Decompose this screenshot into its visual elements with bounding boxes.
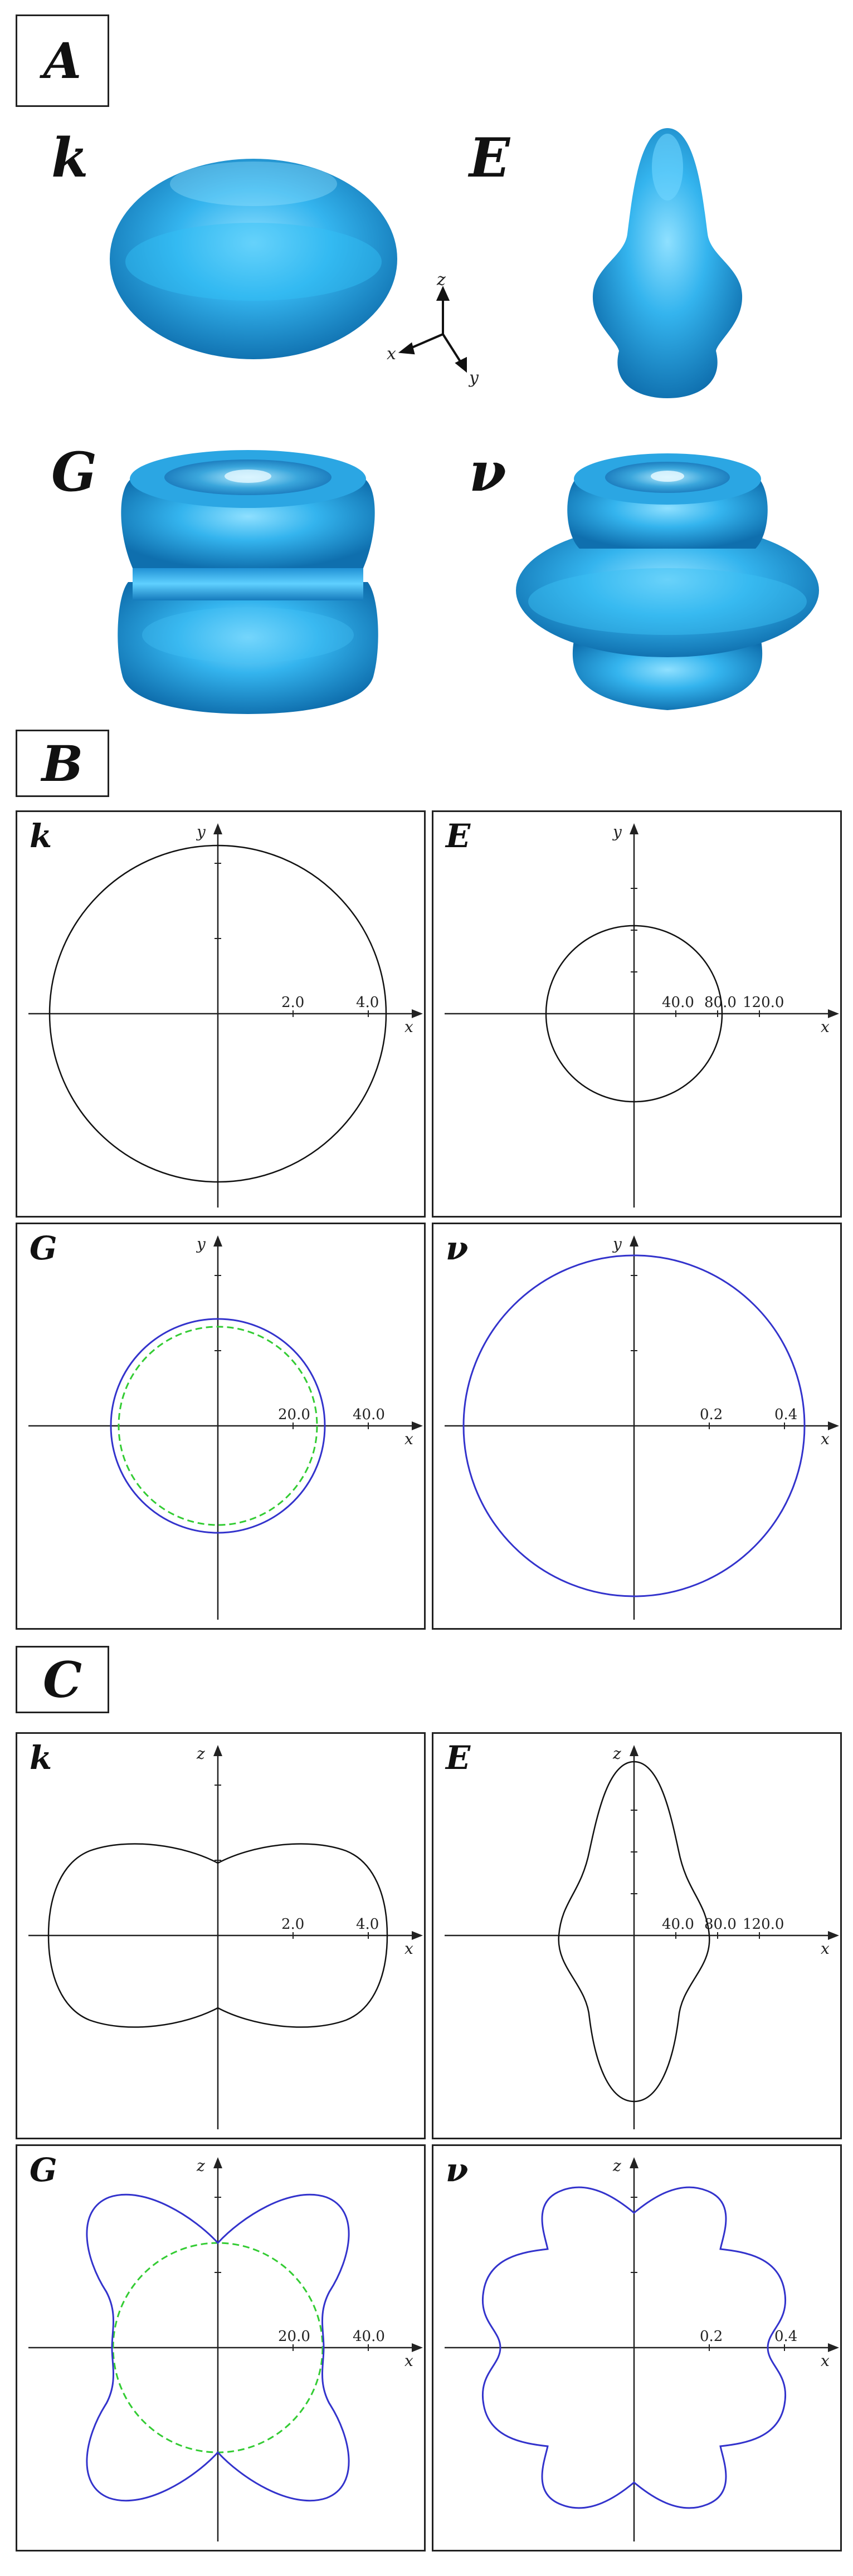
panel-b-g-plot — [17, 1224, 424, 1628]
panel-b-e-tick-0: 40.0 — [662, 994, 694, 1011]
axes-3d-triad — [401, 289, 466, 370]
panel-c-g-label: G — [30, 2151, 57, 2189]
label-poisson-ratio-3d: ν — [469, 441, 506, 504]
panel-b-e-tick-1: 80.0 — [704, 994, 737, 1011]
panel-b-nu-yaxis: y — [613, 1235, 622, 1253]
panel-b-g-label: G — [30, 1229, 57, 1267]
panel-b-e-tick-2: 120.0 — [743, 994, 784, 1011]
panel-c-g — [16, 2144, 426, 2551]
panel-b-nu-label: ν — [446, 1229, 469, 1267]
panel-c-g-plot — [17, 2146, 424, 2550]
panel-c-nu — [432, 2144, 842, 2551]
axis-3d-z-label: z — [437, 270, 446, 290]
panel-c-k-plot — [17, 1734, 424, 2138]
panel-c-nu-tick-1: 0.4 — [774, 2328, 798, 2345]
panel-b-e — [432, 810, 842, 1218]
panel-c-nu-tick-0: 0.2 — [700, 2328, 723, 2345]
panel-b-g-xaxis: x — [404, 1430, 413, 1448]
panel-c-k-tick-0: 2.0 — [281, 1916, 305, 1933]
panel-b-k — [16, 810, 426, 1218]
panel-c-g-yaxis: z — [197, 2157, 205, 2175]
surface-bulk-modulus — [110, 159, 397, 359]
axis-3d-x-label: x — [387, 344, 396, 364]
3d-surfaces — [0, 0, 853, 724]
panel-b-nu-plot — [433, 1224, 840, 1628]
panel-c-nu-xaxis: x — [821, 2352, 830, 2370]
section-label-c: C — [16, 1646, 109, 1713]
panel-c-k — [16, 1732, 426, 2139]
panel-b-g-yaxis: y — [197, 1235, 206, 1253]
panel-b-e-label: E — [446, 817, 471, 855]
panel-c-k-tick-1: 4.0 — [356, 1916, 379, 1933]
surface-poisson-ratio — [516, 453, 819, 710]
panel-c-e — [432, 1732, 842, 2139]
panel-b-nu-tick-0: 0.2 — [700, 1406, 723, 1423]
section-label-a: A — [16, 14, 109, 107]
panel-c-e-xaxis: x — [821, 1939, 830, 1958]
panel-c-e-tick-2: 120.0 — [743, 1916, 784, 1933]
panel-c-g-xaxis: x — [404, 2352, 413, 2370]
panel-b-nu-tick-1: 0.4 — [774, 1406, 798, 1423]
panel-c-nu-yaxis: z — [613, 2157, 621, 2175]
panel-b-e-plot — [433, 812, 840, 1216]
panel-b-g-tick-1: 40.0 — [353, 1406, 385, 1423]
panel-b-e-yaxis: y — [613, 823, 622, 841]
panel-b-k-xaxis: x — [404, 1018, 413, 1036]
panel-b-g-tick-0: 20.0 — [278, 1406, 310, 1423]
panel-c-e-label: E — [446, 1739, 471, 1777]
panel-b-g — [16, 1223, 426, 1630]
panel-c-e-tick-0: 40.0 — [662, 1916, 694, 1933]
panel-c-e-tick-1: 80.0 — [704, 1916, 737, 1933]
label-bulk-modulus-3d: k — [51, 126, 89, 189]
surface-shear-modulus — [118, 450, 378, 714]
panel-c-nu-plot — [433, 2146, 840, 2550]
panel-c-e-plot — [433, 1734, 840, 2138]
section-label-b: B — [16, 730, 109, 797]
panel-b-k-label: k — [30, 817, 52, 855]
panel-c-k-xaxis: x — [404, 1939, 413, 1958]
label-shear-modulus-3d: G — [51, 441, 97, 504]
panel-b-k-tick-0: 2.0 — [281, 994, 305, 1011]
surface-young-modulus — [593, 128, 742, 398]
panel-b-nu — [432, 1223, 842, 1630]
panel-c-k-label: k — [30, 1739, 52, 1777]
panel-c-g-tick-1: 40.0 — [353, 2328, 385, 2345]
panel-b-k-tick-1: 4.0 — [356, 994, 379, 1011]
panel-c-k-yaxis: z — [197, 1744, 205, 1763]
panel-c-g-tick-0: 20.0 — [278, 2328, 310, 2345]
axis-3d-y-label: y — [469, 368, 479, 388]
panel-b-nu-xaxis: x — [821, 1430, 830, 1448]
panel-b-k-plot — [17, 812, 424, 1216]
panel-c-nu-label: ν — [446, 2151, 469, 2189]
label-young-modulus-3d: E — [469, 126, 510, 189]
panel-c-e-yaxis: z — [613, 1744, 621, 1763]
panel-b-k-yaxis: y — [197, 823, 206, 841]
panel-b-e-xaxis: x — [821, 1018, 830, 1036]
